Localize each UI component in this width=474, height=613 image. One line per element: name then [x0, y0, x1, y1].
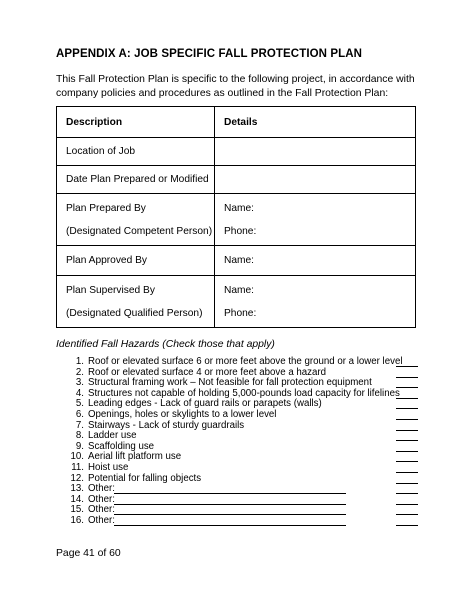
- location-field[interactable]: [215, 138, 416, 166]
- intro-paragraph: This Fall Protection Plan is specific to the following project, in accordance with company policies and procedures as outlined in the Fall Protection Plan:: [56, 74, 415, 99]
- supervised-by-label: Plan Supervised By: [66, 284, 155, 296]
- plan-details-table: [56, 106, 416, 328]
- date-label: Date Plan Prepared or Modified: [57, 166, 215, 194]
- other-text-line[interactable]: [114, 525, 346, 526]
- item-number: 15.: [70, 504, 84, 516]
- prepared-by-label: Plan Prepared By: [66, 202, 146, 214]
- item-text: Potential for falling objects: [88, 472, 202, 484]
- name-label: Name:: [224, 284, 255, 296]
- page-number: Page 41 of 60: [56, 548, 121, 559]
- prepared-by-sublabel: (Designated Competent Person): [66, 225, 213, 237]
- item-number: 13.: [70, 483, 84, 495]
- item-number: 7.: [75, 419, 84, 431]
- date-field[interactable]: [215, 166, 416, 194]
- item-text: Leading edges - Lack of guard rails or parapets (walls): [88, 398, 322, 410]
- item-number: 2.: [75, 366, 84, 378]
- item-text: Hoist use: [88, 461, 129, 473]
- item-text: Stairways - Lack of sturdy guardrails: [88, 419, 245, 431]
- supervised-by-details[interactable]: [215, 276, 416, 328]
- item-number: 10.: [70, 451, 84, 463]
- item-text: Other:: [88, 493, 115, 505]
- table-row: [57, 276, 416, 328]
- phone-label: Phone:: [224, 225, 257, 237]
- details-header: Details: [215, 107, 416, 138]
- location-label: Location of Job: [57, 138, 215, 166]
- list-item: [66, 410, 418, 421]
- item-number: 14.: [70, 493, 84, 505]
- check-blank[interactable]: [396, 525, 418, 526]
- description-header: Description: [57, 107, 215, 138]
- item-number: 3.: [75, 377, 84, 389]
- item-text: Other:: [88, 514, 115, 526]
- hazards-heading: Identified Fall Hazards (Check those that apply): [56, 339, 275, 350]
- table-row: [57, 166, 416, 194]
- item-number: 12.: [70, 472, 84, 484]
- approved-by-details[interactable]: [215, 246, 416, 276]
- item-number: 4.: [75, 387, 84, 399]
- item-number: 1.: [75, 356, 84, 367]
- item-number: 11.: [71, 461, 84, 473]
- item-text: Aerial lift platform use: [88, 451, 182, 463]
- item-number: 8.: [75, 430, 84, 442]
- item-text: Scaffolding use: [88, 440, 155, 452]
- list-item: [66, 463, 418, 474]
- item-number: 5.: [75, 398, 84, 410]
- supervised-by-cell: [57, 276, 215, 328]
- table-row: [57, 246, 416, 276]
- name-label: Name:: [224, 255, 255, 266]
- item-text: Structures not capable of holding 5,000-pounds load capacity for lifelines: [88, 387, 400, 399]
- item-text: Other:: [88, 504, 115, 516]
- list-item: [66, 495, 418, 506]
- prepared-by-cell: [57, 194, 215, 246]
- item-text: Structural framing work – Not feasible for fall protection equipment: [88, 377, 372, 389]
- list-item: [66, 474, 418, 485]
- prepared-by-details[interactable]: [215, 194, 416, 246]
- table-row: [57, 138, 416, 166]
- supervised-by-sublabel: (Designated Qualified Person): [66, 307, 203, 319]
- table-row: [57, 194, 416, 246]
- item-number: 16.: [70, 514, 84, 526]
- list-item: [66, 505, 418, 516]
- name-label: Name:: [224, 202, 255, 214]
- approved-by-label: Plan Approved By: [57, 246, 215, 276]
- hazards-list: [66, 357, 418, 527]
- item-text: Openings, holes or skylights to a lower level: [88, 408, 277, 420]
- item-text: Ladder use: [88, 430, 137, 442]
- item-text: Roof or elevated surface 6 or more feet above the ground or a lower level: [88, 356, 403, 367]
- list-item: [66, 516, 418, 527]
- table-header-row: [57, 107, 416, 138]
- item-text: Roof or elevated surface 4 or more feet above a hazard: [88, 366, 327, 378]
- list-item: [66, 484, 418, 495]
- item-number: 6.: [75, 408, 84, 420]
- phone-label: Phone:: [224, 307, 257, 319]
- item-number: 9.: [75, 440, 84, 452]
- item-text: Other:: [88, 483, 115, 495]
- list-item: [66, 357, 418, 368]
- page-title: APPENDIX A: JOB SPECIFIC FALL PROTECTION PLAN: [56, 48, 363, 60]
